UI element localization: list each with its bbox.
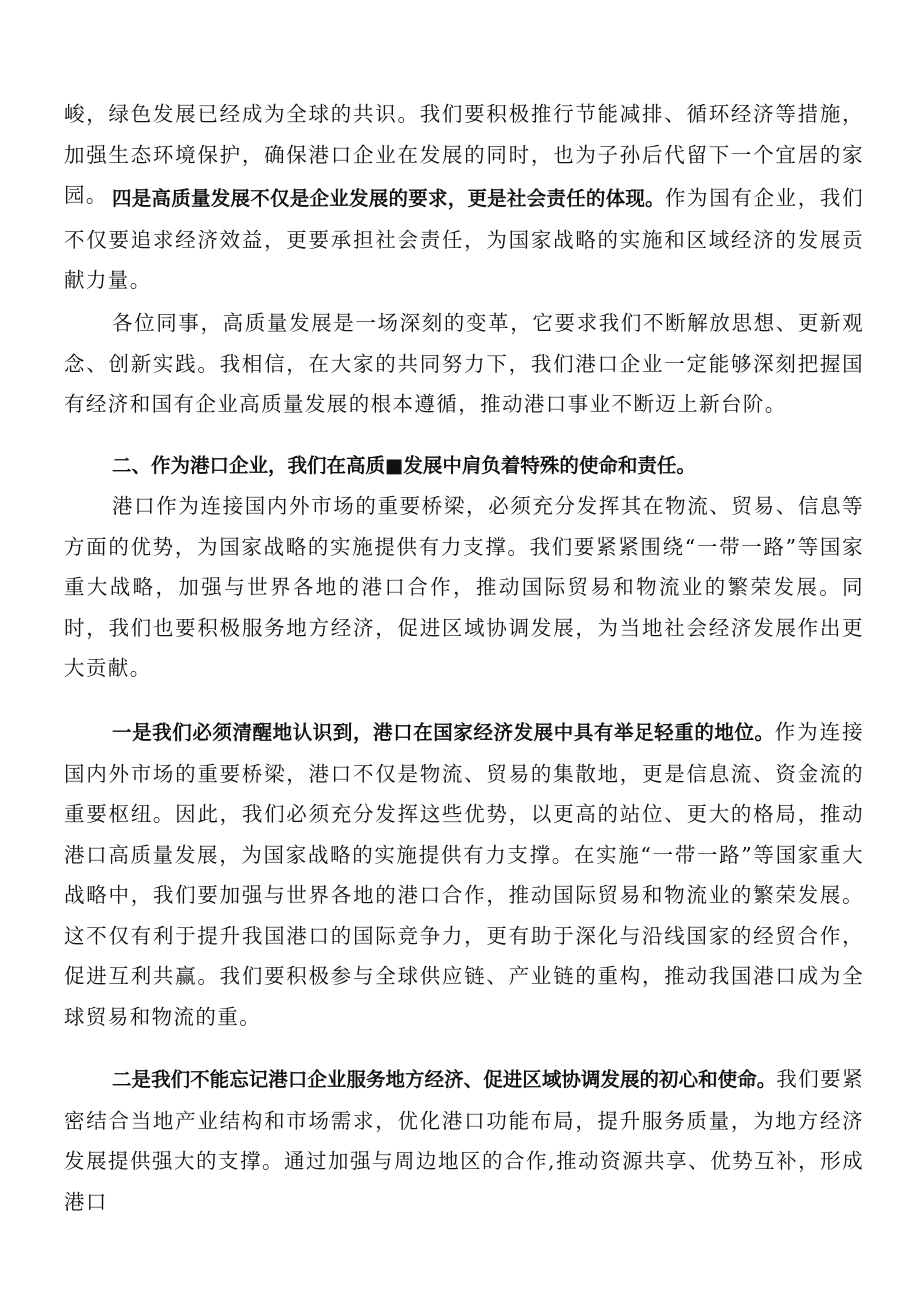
paragraph-text: 作为连接国内外市场的重要桥梁，港口不仅是物流、贸易的集散地，更是信息流、资金流的重要枢纽。因此，我们必须充分发挥这些优势，以更高的站位、更大的格局，推动港口高质量发展，为国家战略的实施提供有力支撑。在实施“一带一路”等国家重大战略中，我们要加强与世界各地的港口合作，推动国际贸易和物流业的繁荣发展。这不仅有利于提升我国港口的国际竞争力，更有助于深化与沿线国家的经贸合作，促进互利共赢。我们要积极参与全球供应链、产业链的重构，推动我国港口成为全球贸易和物流的重。: [64, 720, 864, 1029]
paragraph-port-bridge: [64, 486, 864, 689]
paragraph-lead: 四是高质量发展不仅是企业发展的要求，更是社会责任的体现。: [112, 187, 665, 210]
paragraph-point-four: [64, 178, 864, 301]
paragraph-lead: 二是我们不能忘记港口企业服务地方经济、促进区域协调发展的初心和使命。: [112, 1068, 777, 1091]
paragraph-text: 我们要紧密结合当地产业结构和市场需求，优化港口功能布局，提升服务质量，为地方经济发展提供强大的支撑。通过加强与周边地区的合作,推动资源共享、优势互补，形成港口: [64, 1067, 864, 1214]
paragraph-colleagues: [64, 303, 864, 425]
paragraph-text: 作为国有企业，我们不仅要追求经济效益，更要承担社会责任，为国家战略的实施和区域经济的发展贡献力量。: [64, 186, 864, 292]
paragraph-text: 峻，绿色发展已经成为全球的共识。我们要积极推行节能减排、循环经济等措施，加强生态环境保护，确保港口企业在发展的同时，也为子孙后代留下一个宜居的家园。: [64, 102, 864, 207]
paragraph-point-one: [64, 712, 864, 1037]
paragraph-text: 港口作为连接国内外市场的重要桥梁，必须充分发挥其在物流、贸易、信息等方面的优势，为国家战略的实施提供有力支撑。我们要紧紧围绕“一带一路”等国家重大战略，加强与世界各地的港口合作，推动国际贸易和物流业的繁荣发展。同时，我们也要积极服务地方经济，促进区域协调发展，为当地社会经济发展作出更大贡献。: [64, 494, 864, 680]
paragraph-text: 各位同事，高质量发展是一场深刻的变革，它要求我们不断解放思想、更新观念、创新实践。我相信，在大家的共同努力下，我们港口企业一定能够深刻把握国有经济和国有企业高质量发展的根本遵循，推动港口事业不断迈上新台阶。: [64, 311, 864, 416]
paragraph-point-two: [64, 1059, 864, 1222]
section-heading-two: 二、作为港口企业，我们在高质■发展中肩负着特殊的使命和责任。: [112, 454, 696, 477]
paragraph-lead: 一是我们必须清醒地认识到，港口在国家经济发展中具有举足轻重的地位。: [112, 721, 775, 744]
